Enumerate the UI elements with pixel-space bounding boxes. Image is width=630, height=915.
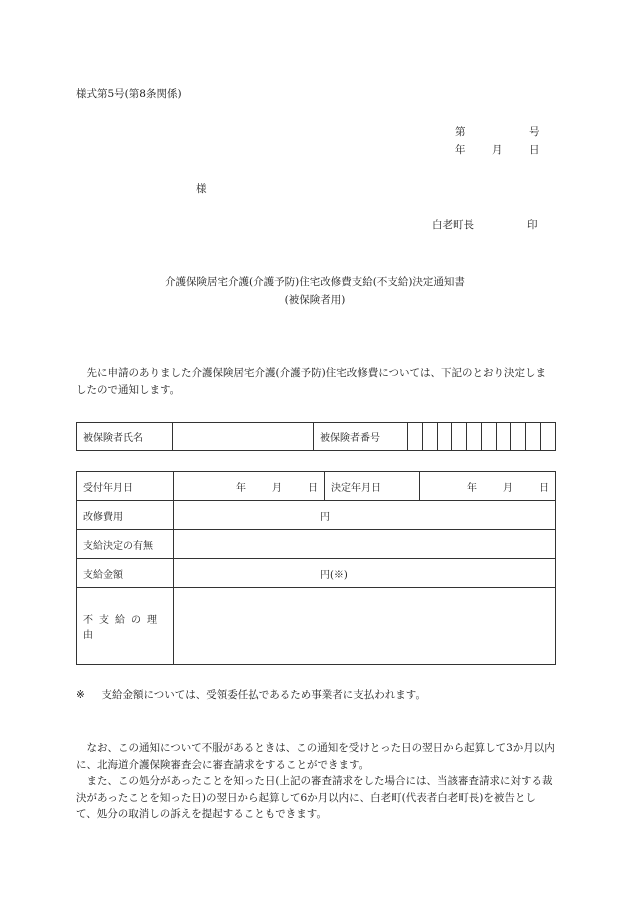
received-date-label: 受付年月日 [77,472,174,501]
received-month: 月 [272,482,282,494]
issuer-name: 白老町長 [432,219,474,231]
note-text: 支給金額については、受領委任払であるため事業者に支払われます。 [101,689,426,701]
decision-status-label: 支給決定の有無 [77,530,174,559]
title-main: 介護保険居宅介護(介護予防)住宅改修費支給(不支給)決定通知書 [165,276,465,288]
title-sub: (被保険者用) [284,294,346,306]
received-date-cell [174,472,325,501]
payment-note [76,687,426,702]
seal-mark: 印 [527,219,538,231]
appeal-paragraph-1: なお、この通知について不服があるときは、この通知を受けとった日の翌日から起算して3か月以内に、北海道介護保険審査会に審査請求をすることができます。 [76,742,555,771]
insured-number-box [496,423,511,451]
insured-table [76,422,556,451]
amount-label: 支給金額 [77,559,174,588]
cost-cell: 円 [174,501,556,530]
appeal-notice [76,740,556,823]
reason-label: 不支給の理由 [77,588,174,665]
insured-number-box [407,423,422,451]
issue-day: 日 [529,144,540,156]
insured-number-box [437,423,452,451]
appeal-paragraph-2: また、この処分があったことを知った日(上記の審査請求をした場合には、当該審査請求に対する裁決があったことを知った日)の翌日から起算して6か月以内に、白老町(代表者白老町長)を被告として、処分の取消しの訴えを提起することもできます。 [76,775,553,820]
decided-day: 日 [539,482,549,494]
notice-body: 先に申請のありました介護保険居宅介護(介護予防)住宅改修費については、下記のとおり決定しましたので通知します。 [76,367,546,396]
decided-year: 年 [467,482,477,494]
form-number: 様式第5号(第8条関係) [76,88,182,100]
insured-name-cell [172,423,313,451]
received-year: 年 [236,482,246,494]
document-title [0,273,630,309]
decision-status-cell [174,530,556,559]
insured-name-label: 被保険者氏名 [77,423,173,451]
insured-number-box [422,423,437,451]
issue-month: 月 [492,144,503,156]
decided-month: 月 [503,482,513,494]
amount-cell: 円(※) [174,559,556,588]
received-day: 日 [308,482,318,494]
reason-cell [174,588,556,665]
number-suffix: 号 [529,126,540,138]
issue-year: 年 [455,144,466,156]
decided-date-label: 決定年月日 [325,472,420,501]
insured-number-box [467,423,482,451]
insured-number-box [526,423,541,451]
insured-number-box [481,423,496,451]
number-prefix: 第 [455,126,466,138]
cost-label: 改修費用 [77,501,174,530]
decision-table [76,471,556,665]
decided-date-cell [420,472,556,501]
insured-number-box [511,423,526,451]
insured-number-box [452,423,467,451]
insured-number-label: 被保険者番号 [314,423,408,451]
note-mark: ※ [76,689,85,701]
insured-number-box [541,423,556,451]
addressee-suffix: 様 [196,183,207,195]
